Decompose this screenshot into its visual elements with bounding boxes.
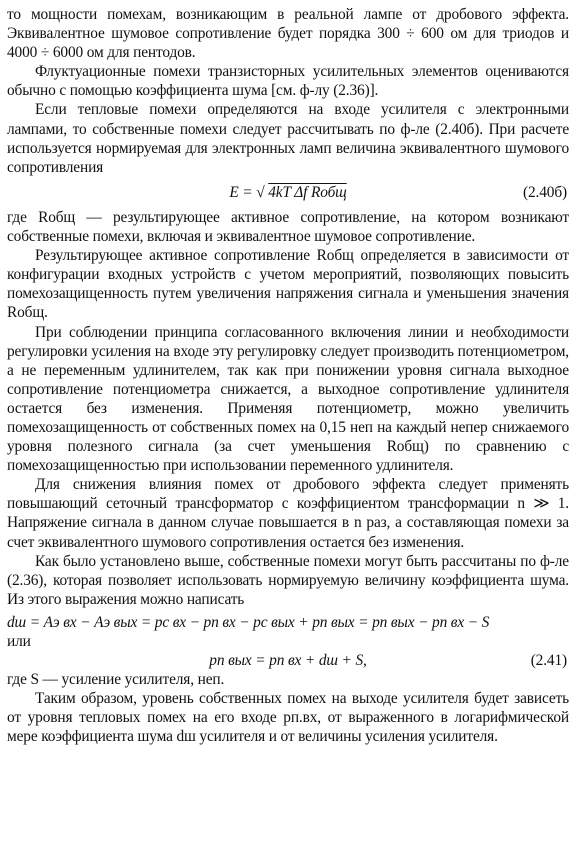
equation-noise-factor-text: dш = Aэ вх − Aэ вых = pс вх − pп вх − pс вых + pп вых = pп вых − pп вх − S bbox=[7, 613, 490, 631]
equation-number-2-40b: (2.40б) bbox=[523, 183, 567, 201]
paragraph-transistor-noise: Флуктуационные помехи транзисторных усилительных элементов оцениваются обычно с помощью коэффициента шума [см. ф-лу (2.36)]. bbox=[7, 63, 569, 100]
equation-number-2-41: (2.41) bbox=[530, 652, 567, 670]
paragraph-noise-factor: Как было установлено выше, собственные помехи могут быть рассчитаны по ф-ле (2.36), которая позволяет использовать нормируемую величину коэффициента шума. Из этого выражения можно написать bbox=[7, 552, 569, 608]
paragraph-conclusion: Таким образом, уровень собственных помех на выходе усилителя будет зависеть от уровня тепловых помех на его входе pп.вх, от выраженного в логарифмической мере коэффициента шума dш усилителя и от величины усиления усилителя. bbox=[7, 690, 569, 746]
word-or: или bbox=[7, 633, 31, 650]
equation-2-41-text: pп вых = pп вх + dш + S, bbox=[209, 652, 367, 670]
paragraph-input-configuration: Результирующее активное сопротивление Rобщ определяется в зависимости от конфигурации входных устройств с учетом мероприятий, позволяющих повысить помехозащищенность путем увеличения напряжения сигнала и уменьшения значения Rобщ. bbox=[7, 247, 569, 322]
equation-2-41 bbox=[7, 651, 569, 670]
equation-noise-factor bbox=[7, 613, 569, 632]
paragraph-gain-regulation: При соблюдении принципа согласованного включения линии и необходимости регулировки усиления на входе эту регулировку следует производить потенциометром, а не переменным удлинителем, так как при понижении уровня сигнала выходное сопротивление потенциометра снижается, а выходное сопротивление удлинителя остается без изменения. Применяя потенциометр, можно увеличить помехозащищенность от собственных помех на 0,15 неп на каждый непер снижаемого уровня полезного сигнала (за счет уменьшения Rобщ) по сравнению с помехозащищенностью при использовании переменного удлинителя. bbox=[7, 323, 569, 475]
equation-2-40b-radicand: 4kT Δf Rобщ bbox=[268, 183, 347, 201]
equation-2-40b-lhs: E = √ bbox=[229, 183, 265, 201]
paragraph-lamp-noise: то мощности помехам, возникающим в реальной лампе от дробового эффекта. Эквивалентное шумовое сопротивление будет порядка 300 ÷ 600 ом для триодов и 4000 ÷ 6000 ом для пентодов. bbox=[7, 6, 569, 62]
paragraph-shot-noise: Для снижения влияния помех от дробового эффекта следует применять повышающий сеточный трансформатор с коэффициентом трансформации n ≫ 1. Напряжение сигнала в данном случае повышается в n раз, а составляющая помехи за счет эквивалентного шумового сопротивления остается без изменения. bbox=[7, 476, 569, 551]
paragraph-thermal-noise: Если тепловые помехи определяются на входе усилителя с электронными лампами, то собственные помехи следует рассчитывать по ф-ле (2.40б). При расчете используется нормируемая для электронных ламп величина эквивалентного шумового сопротивления bbox=[7, 101, 569, 176]
paragraph-gain-definition: где S — усиление усилителя, неп. bbox=[7, 671, 225, 689]
equation-2-40b bbox=[7, 183, 569, 202]
paragraph-resulting-resistance: где Rобщ — результирующее активное сопротивление, на котором возникают собственные помехи, включая и эквивалентное шумовое сопротивление. bbox=[7, 208, 569, 246]
